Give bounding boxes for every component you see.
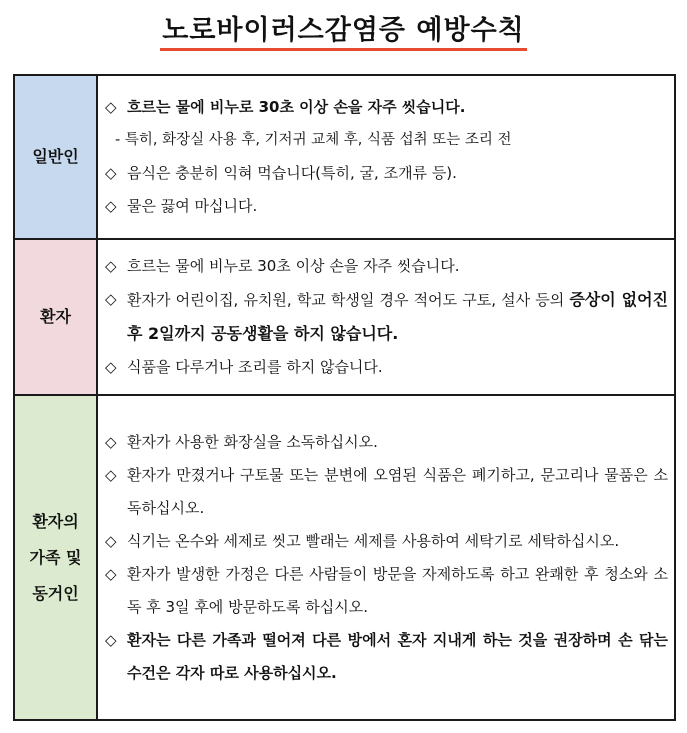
diamond-bullet-icon: ◇ bbox=[105, 564, 117, 583]
title-wrap bbox=[0, 14, 687, 51]
diamond-bullet-icon: ◇ bbox=[105, 164, 117, 182]
item-text: 흐르는 물에 비누로 30초 이상 손을 자주 씻습니다. bbox=[127, 98, 466, 116]
diamond-bullet-icon: ◇ bbox=[105, 197, 117, 215]
content-general-public bbox=[97, 75, 675, 239]
list-item bbox=[105, 250, 668, 283]
row-patient bbox=[14, 239, 675, 395]
page-title: 노로바이러스감염증 예방수칙 bbox=[160, 14, 526, 51]
item-text: 환자는 다른 가족과 떨어져 다른 방에서 혼자 지내게 하는 것을 권장하며 손 닦는 수건은 각자 따로 사용하십시오. bbox=[127, 630, 668, 682]
list-item bbox=[105, 426, 668, 459]
list-item bbox=[105, 91, 668, 124]
label-line: 가족 및 bbox=[29, 547, 82, 567]
label-patient: 환자 bbox=[14, 239, 97, 395]
list-item bbox=[105, 157, 668, 190]
guideline-table bbox=[13, 74, 676, 721]
content-patient bbox=[97, 239, 675, 395]
item-text: 흐르는 물에 비누로 30초 이상 손을 자주 씻습니다. bbox=[127, 257, 460, 275]
list-item bbox=[105, 459, 668, 525]
list-item bbox=[105, 558, 668, 624]
item-text: 환자가 발생한 가정은 다른 사람들이 방문을 자제하도록 하고 완쾌한 후 청소와 소독 후 3일 후에 방문하도록 하십시오. bbox=[127, 564, 668, 616]
item-text: 식품을 다루거나 조리를 하지 않습니다. bbox=[127, 358, 383, 376]
label-line: 동거인 bbox=[32, 583, 79, 603]
diamond-bullet-icon: ◇ bbox=[105, 531, 117, 550]
row-general-public bbox=[14, 75, 675, 239]
diamond-bullet-icon: ◇ bbox=[105, 290, 117, 308]
diamond-bullet-icon: ◇ bbox=[105, 630, 117, 649]
diamond-bullet-icon: ◇ bbox=[105, 358, 117, 376]
list-item bbox=[105, 624, 668, 690]
row-family-cohabitants bbox=[14, 395, 675, 720]
diamond-bullet-icon: ◇ bbox=[105, 257, 117, 275]
label-line: 환자의 bbox=[32, 511, 79, 531]
list-item bbox=[105, 525, 668, 558]
item-text: 환자가 만졌거나 구토물 또는 분변에 오염된 식품은 폐기하고, 문고리나 물품은 소독하십시오. bbox=[127, 465, 668, 517]
diamond-bullet-icon: ◇ bbox=[105, 465, 117, 484]
label-general-public: 일반인 bbox=[14, 75, 97, 239]
subitem-text: - 특히, 화장실 사용 후, 기저귀 교체 후, 식품 섭취 또는 조리 전 bbox=[115, 132, 512, 148]
label-family-cohabitants bbox=[14, 395, 97, 720]
list-item bbox=[105, 190, 668, 223]
item-text: 환자가 어린이집, 유치원, 학교 학생일 경우 적어도 구토, 설사 등의 bbox=[127, 291, 565, 309]
diamond-bullet-icon: ◇ bbox=[105, 98, 117, 116]
item-text: 물은 끓여 마십니다. bbox=[127, 197, 258, 215]
list-subitem bbox=[105, 124, 668, 157]
item-text: 음식은 충분히 익혀 먹습니다(특히, 굴, 조개류 등). bbox=[127, 164, 457, 182]
list-item bbox=[105, 283, 668, 351]
item-emphasis-text: 증상이 없어진 후 2일까지 공동생활을 하지 않습니다. bbox=[127, 290, 668, 343]
item-text: 환자가 사용한 화장실을 소독하십시오. bbox=[127, 432, 378, 451]
content-family-cohabitants bbox=[97, 395, 675, 720]
item-text-group bbox=[127, 283, 668, 351]
item-text: 식기는 온수와 세제로 씻고 빨래는 세제를 사용하여 세탁기로 세탁하십시오. bbox=[127, 531, 620, 550]
list-item bbox=[105, 351, 668, 384]
diamond-bullet-icon: ◇ bbox=[105, 432, 117, 451]
